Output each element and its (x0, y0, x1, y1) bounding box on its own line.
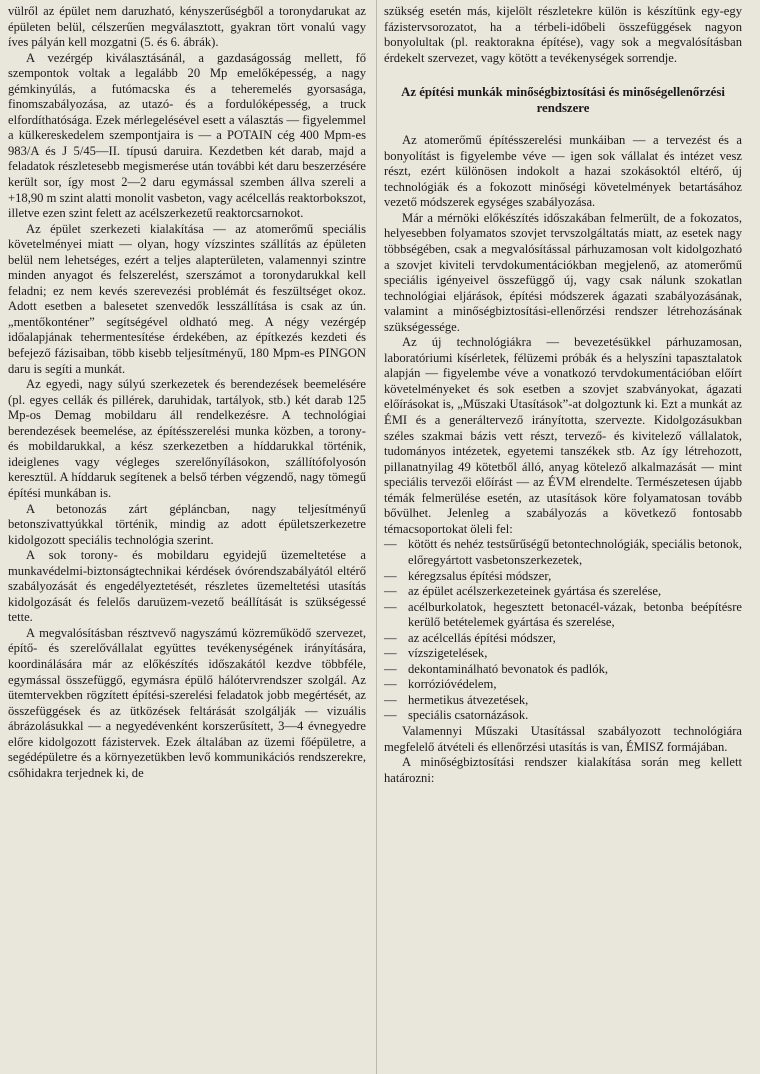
left-column (8, 4, 366, 1074)
list-item: — kéregzsalus építési módszer, (384, 569, 742, 585)
paragraph: Az atomerőmű építésszerelési munkáiban — a tervezést és a bonyolítást is figyelembe véve — igen sok vállalat és intézet vesz részt, ezért különösen indokolt a hazai szokásoktól eltérő, új technológiák és a fokozott minőségi követelmények betartásához vezető módszerek egységes szabályozása. (384, 133, 742, 210)
paragraph: A minőségbiztosítási rendszer kialakítása során meg kellett határozni: (384, 755, 742, 785)
paragraph: A sok torony- és mobildaru egyidejű üzemeltetése a munkavédelmi-biztonságtechnikai kérdések óvórendszabályától eltérő szabályozását és engedélyeztetését, részletes üzemeltetési utasítás kidolgozását és felelős daruüzem-vezető beállítását is szükségessé tette. (8, 548, 366, 625)
paragraph: Az új technológiákra — bevezetésükkel párhuzamosan, laboratóriumi kísérletek, félüzemi próbák és a helyszíni tapasztalatok alapján — figyelembe véve a vonatkozó tervdokumentációban előírt követelményeket és sok esetben a szovjet szabványokat, ágazati előírásokat is, „Műszaki Utasítások”-at dolgoztunk ki. Ezt a munkát az ÉMI és a generáltervező irányította, szervezte. Kidolgozásukban széles szakmai bázis vett részt, tervező- és kivitelező vállalatok, tudományos intézetek, egyetemi tanszékek stb. Az így létrehozott, pillanatnyilag 49 kötetből álló, anyag kötelező alkalmazását — mint speciális tervezői előírást — az ÉVM elrendelte. Természetesen újabb témák felmerülése esetén, az utasítások köre folyamatosan tovább bővülhet. Jelenleg a szabályozás a következő fontosabb témacsoportokat öleli fel: (384, 335, 742, 536)
section-heading: Az építési munkák minőségbiztosítási és minőségellenőrzési rendszere (401, 85, 725, 115)
list-item: — az épület acélszerkezeteinek gyártása és szerelése, (384, 584, 742, 600)
column-divider (376, 0, 377, 1074)
list-item: — speciális csatornázások. (384, 708, 742, 724)
list-item: — dekontaminálható bevonatok és padlók, (384, 662, 742, 678)
list-item: — kötött és nehéz testsűrűségű betontechnológiák, speciális betonok, előregyártott vasbetonszerkezetek, (384, 537, 742, 568)
topic-list (384, 537, 742, 724)
paragraph: Valamennyi Műszaki Utasítással szabályozott technológiára megfelelő átvételi és ellenőrzési utasítás is van, ÉMISZ formájában. (384, 723, 742, 754)
paragraph: vülről az épület nem daruzható, kényszerűségből a toronydarukat az épületen belül, célszerűen megválasztott, gyakran tört vonalú vagy íves pályán kell mozgatni (5. és 6. ábrák). (8, 4, 366, 50)
list-item: — korrózióvédelem, (384, 677, 742, 693)
list-item: — acélburkolatok, hegesztett betonacél-vázak, betonba beépítésre kerülő betételemek gyártása és szerelése, (384, 600, 742, 631)
list-item: — vízszigetelések, (384, 646, 742, 662)
paragraph: A vezérgép kiválasztásánál, a gazdaságosság mellett, fő szempontok voltak a legalább 20 Mp emelőképesség, a nagy gémkinyúlás, a futómacska és a teheremelés gyorsasága, finomszabályozása, az utazó- és a fordulóképesség, a truck elfordíthatósága. Ezek mérlegelésével esett a választás — figyelemmel a külkereskedelem szempontjaira is — a POTAIN cég 400 Mpm-es 983/A és J 5/45—II. típusú daruira. Kezdetben két darab, majd a feladatok részletesebb megismerése után további két daru beszerzésére került sor, így most 2—2 daru egymással szemben állva szereli a +18,90 m szint alatti monolit vasbeton, vagy acélcellás reaktorbokszot, illetve ezen szint felett az acélszerkezetű reaktorcsarnokot. (8, 50, 366, 221)
paragraph: A betonozás zárt gépláncban, nagy teljesítményű betonszivattyúkkal történik, mindig az adott épületszerkezetre kidolgozott speciális technológia szerint. (8, 501, 366, 547)
paragraph: szükség esetén más, kijelölt részletekre külön is készítünk egy-egy fázistervsorozatot, ha a térbeli-időbeli összefüggések nagyon bonyolultak (pl. reaktorakna építése), vagy sok a megvalósításban érdekelt szervezet, vagy kötött a tevékenységek sorrendje. (384, 4, 742, 65)
paragraph: Az épület szerkezeti kialakítása — az atomerőmű speciális követelményei miatt — olyan, hogy vízszintes szállítás az épületen belül nem lehetséges, ezért a teljes alapterületen, valamennyi szintre minden anyagot és felszerelést, szerszámot a toronydarukkal kell feladni; ez nem kevés szerevezési problémát és feszültséget okoz. Adott esetben a balesetet szenvedők lesszállítása is csak az ún. „mentőkonténer” segítségével oldható meg. A négy vezérgép időalapjának tehermentesítése érdekében, az építkezés kezdeti és befejező fázisaiban, több kisebb teljesítményű, 180 Mpm-es PINGON daru is segíti a munkát. (8, 221, 366, 376)
list-item: — az acélcellás építési módszer, (384, 631, 742, 647)
paragraph: Az egyedi, nagy súlyú szerkezetek és berendezések beemelésére (pl. egyes cellák és pillérek, daruhidak, tartályok, stb.) két darab 125 Mp-os Demag mobildaru áll rendelkezésre. A technológiai berendezések beemelése, az építésszerelési munka közben, a torony- és mobildarukkal, a kész szerkezetben a híddarukkal történik, ideiglenes vagy végleges szerelőnyílásokon, szállítófolyosón keresztül. A híddaruk segítenek a belső térben végzendő, nagy tömegű építési munkában is. (8, 377, 366, 500)
paragraph: Már a mérnöki előkészítés időszakában felmerült, de a fokozatos, helyesebben folyamatos szovjet tervszolgáltatás miatt, az esetek nagy többségében, csak a megvalósítással párhuzamosan volt kidolgozható a szovjet kiviteli tervdokumentációkban megjelenő, az atomerőmű speciális igényeivel összefüggő új, vagy csak nálunk szokatlan technológiai eljárások, építési módszerek ágazati szabályozásának, valamint a minőségbiztosítási-ellenőrzési rendszer létrehozásának szükségessége. (384, 210, 742, 334)
paragraph: A megvalósításban résztvevő nagyszámú közreműködő szervezet, építő- és szerelővállalat együttes tevékenységének irányítására, koordinálására már az előkészítés időszakától kezdve többféle, egymással összefüggő, egymásra épülő hálótervrendszer szolgál. Az ütemtervekben rögzített építési-szerelési feladatok jobb megértését, az összefüggések és az ütközések feltárását szolgálják — vizuális ábrázolásukkal — a negyedévenként korszerűsített, 3—4 évnegyedre előre kidolgozott fázistervek. Ezek általában az üzemi főépületre, a segédépületre és a környezetükben levő kommunikációs rendszerekre, csőhidakra terjednek ki, de (8, 625, 366, 780)
right-column (384, 4, 742, 1074)
list-item: — hermetikus átvezetések, (384, 693, 742, 709)
